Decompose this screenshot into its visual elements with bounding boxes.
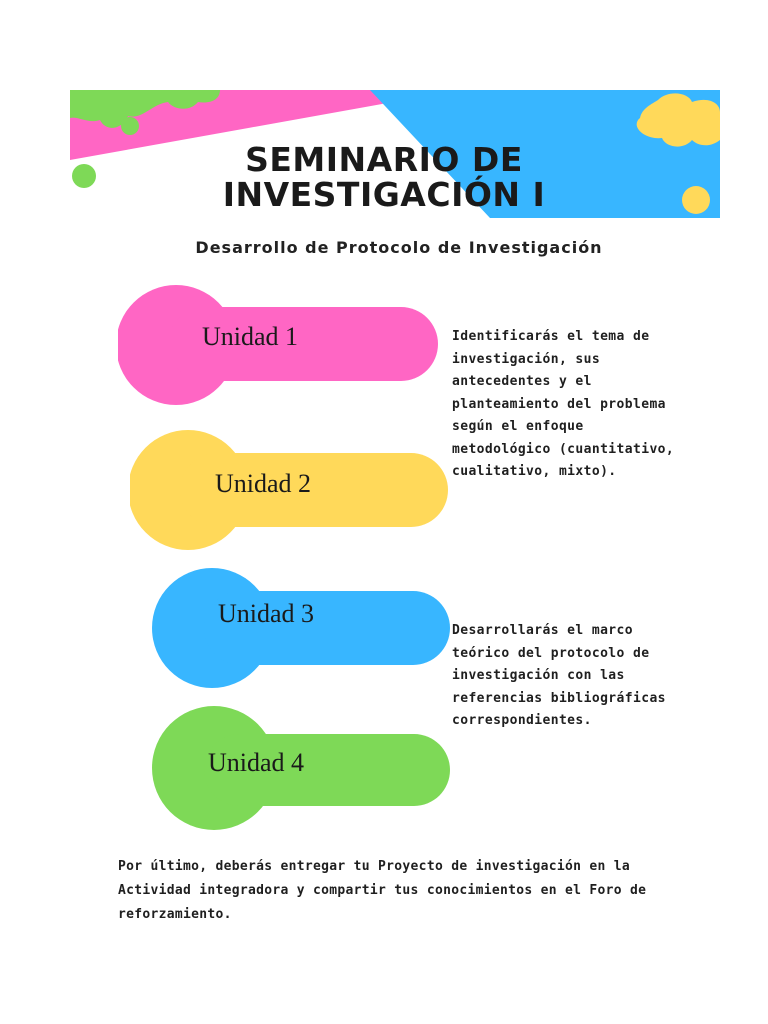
description-units-3-4: [452, 620, 666, 733]
description-line: antecedentes y el: [452, 374, 592, 389]
title-line-2: INVESTIGACIÓN I: [222, 175, 546, 214]
unit-2-label: Unidad 2: [215, 469, 312, 498]
description-line: cualitativo, mixto).: [452, 464, 617, 479]
unit-3-label: Unidad 3: [218, 599, 315, 628]
description-line: investigación, sus: [452, 351, 601, 367]
description-line: según el enfoque: [452, 419, 584, 434]
description-line: Desarrollarás el marco: [452, 623, 633, 638]
description-units-1-2: [452, 326, 674, 484]
unit-4-label: Unidad 4: [208, 748, 305, 777]
closing-line: reforzamiento.: [118, 907, 232, 922]
description-line: investigación con las: [452, 668, 625, 683]
unit-1-label: Unidad 1: [202, 322, 299, 351]
description-line: metodológico (cuantitativo,: [452, 441, 675, 457]
title-line-1: SEMINARIO DE: [245, 140, 523, 179]
green-drop: [121, 117, 139, 135]
closing-paragraph: [118, 855, 678, 927]
description-line: teórico del protocolo de: [452, 645, 650, 661]
subtitle: Desarrollo de Protocolo de Investigación: [195, 238, 603, 257]
description-line: referencias bibliográficas: [452, 690, 666, 706]
description-line: Identificarás el tema de: [452, 329, 650, 344]
closing-line: Actividad integradora y compartir tus conocimientos en el Foro de: [118, 883, 647, 898]
description-line: planteamiento del problema: [452, 396, 666, 412]
closing-line: Por último, deberás entregar tu Proyecto de investigación en la: [118, 859, 630, 874]
description-line: correspondientes.: [452, 713, 592, 728]
